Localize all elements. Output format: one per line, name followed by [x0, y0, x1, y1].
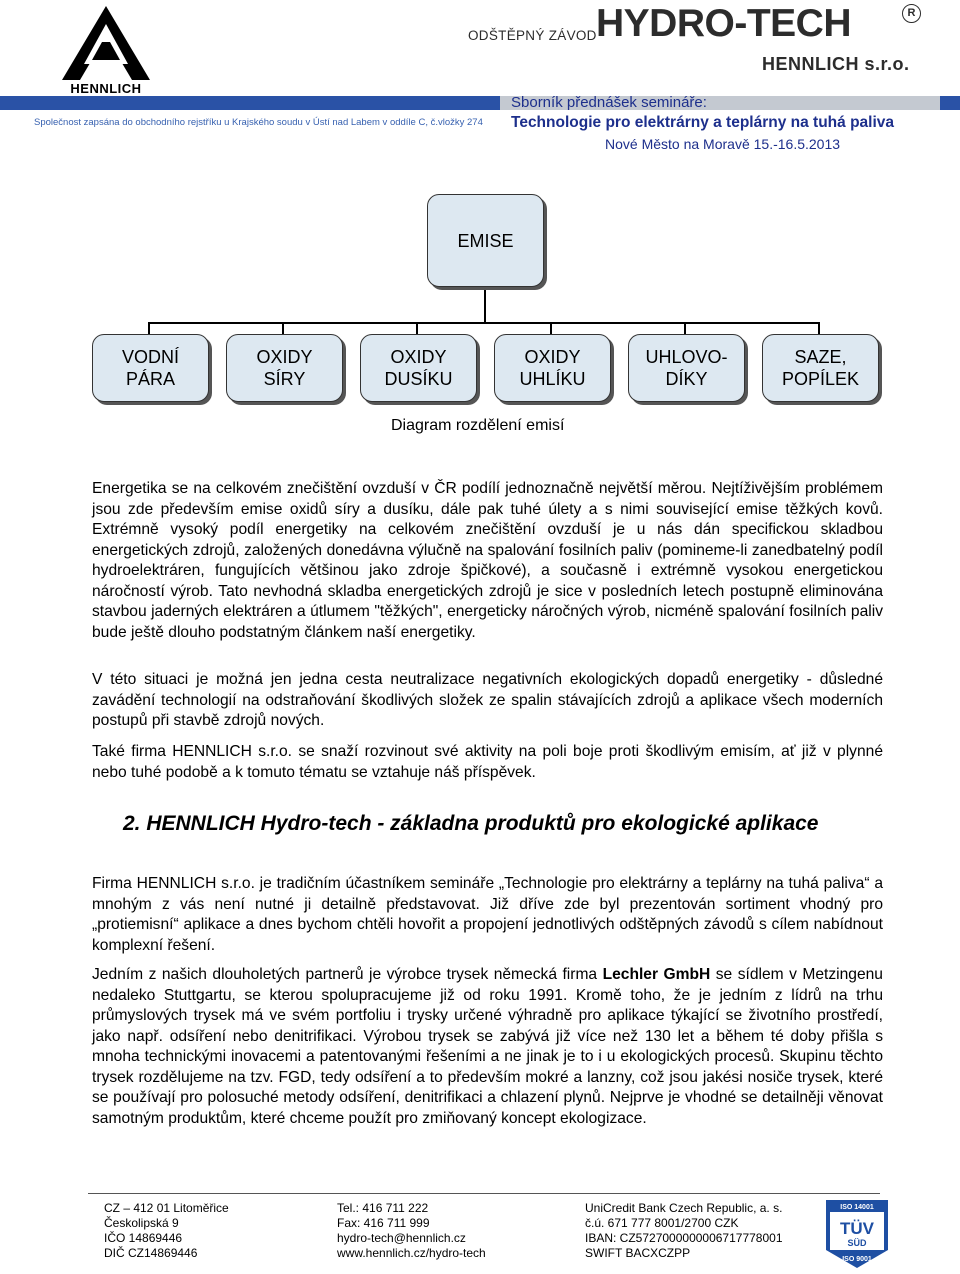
diagram-connector [148, 322, 820, 324]
footer-bank [585, 1201, 783, 1261]
footer-fax: Fax: 416 711 999 [337, 1216, 430, 1230]
cert-iso-14001: ISO 14001 [840, 1204, 874, 1211]
cert-tuv: TÜV [840, 1219, 874, 1238]
footer-address-line: DIČ CZ14869446 [104, 1246, 198, 1260]
lechler-name: Lechler GmbH [602, 966, 711, 983]
diagram-box-label: PÁRA [125, 369, 175, 389]
footer-phone: Tel.: 416 711 222 [337, 1201, 429, 1215]
diagram-box-label: OXIDY [256, 347, 313, 367]
diagram-root-label: EMISE [457, 230, 514, 251]
proceedings-place-date: Nové Město na Moravě 15.-16.5.2013 [605, 136, 841, 152]
diagram-connector [416, 322, 418, 334]
diagram-connector [550, 322, 552, 334]
footer-bank-line: UniCredit Bank Czech Republic, a. s. [585, 1201, 783, 1215]
diagram-connector [484, 285, 486, 323]
diagram-box-label: OXIDY [524, 347, 581, 367]
footer-website[interactable]: www.hennlich.cz/hydro-tech [337, 1246, 486, 1260]
diagram-connector [818, 322, 820, 334]
company-name: HENNLICH s.r.o. [762, 54, 910, 74]
diagram-box-label: POPÍLEK [781, 369, 860, 389]
paragraph-lechler [92, 965, 883, 1129]
cert-iso-9001: ISO 9001 [842, 1256, 872, 1263]
diagram-box-saze-popilek [762, 334, 879, 402]
diagram-box-label: SÍRY [263, 369, 306, 389]
footer-bank-line: SWIFT BACXCZPP [585, 1246, 691, 1260]
registration-text: Společnost zapsána do obchodního rejstříku u Krajského soudu v Ústí nad Labem v oddíle C, č.vložky 274 [34, 117, 483, 128]
footer-bank-line: IBAN: CZ5727000000006717778001 [585, 1231, 783, 1245]
diagram-box-oxidy-siry [226, 334, 343, 402]
lechler-text-before: Jedním z našich dlouholetých partnerů je výrobce trysek německá firma [92, 966, 603, 983]
diagram-box-vodni-para [92, 334, 209, 402]
paragraph-situace: V této situaci je možná jen jedna cesta neutralizace negativních ekologických dopadů energetiky - důsledné zavádění technologií na odstraňování škodlivých složek ze spalin stávajících zdrojů a aplikace všech moderních postupů při stavbě zdrojů nových. [92, 671, 883, 729]
diagram-box-label: OXIDY [390, 347, 447, 367]
diagram-box-label: VODNÍ [121, 347, 179, 367]
header-bar [0, 96, 960, 110]
cert-sud: SÜD [847, 1238, 867, 1248]
diagram-connector [148, 322, 150, 334]
lechler-text-after: se sídlem v Metzingenu nedaleko Stuttgartu, se kterou spolupracujeme již od roku 1991. Kromě toho, že je jedním z lídrů na trhu průmyslových trysek má ve svém portfoliu i trysky určené výhradně pro aplikace týkající se životního prostředí, jako např. odsíření nebo denitrifikaci. Výrobou trysek se zabývá již více než 130 let a během té doby přišla s mnoha technickými inovacemi a patentovanými řešeními a ne jinak je to i u ekologických procesů. Skupinu těchto trysek rozdělujeme na tzv. FGD, tedy odsíření a to především mokré a lanzny, což jsou jakési nosiče trysek, které se používají pro polosuché metody odsíření, denitrifikaci a chlazení plynů. Nejprve je vhodné se detailněji věnovat samotným produktům, které chceme použít pro zmiňovaný koncept ekologizace. [92, 966, 883, 1127]
logo-text: HENNLICH [70, 81, 142, 96]
diagram-connector [684, 322, 686, 334]
proceedings-title: Sborník přednášek semináře: [511, 94, 707, 111]
diagram-box-uhlovodiky [628, 334, 745, 402]
section-heading: 2. HENNLICH Hydro-tech - základna produktů pro ekologické aplikace [123, 812, 819, 835]
footer-address-line: IČO 14869446 [104, 1231, 183, 1245]
diagram-box-label: UHLOVO- [645, 347, 728, 367]
diagram-connector [282, 322, 284, 334]
tuv-certification-icon [818, 1198, 896, 1270]
diagram-box-label: SAZE, [794, 347, 847, 367]
footer-address-line: Českolipská 9 [104, 1216, 179, 1230]
diagram-root-emise [427, 194, 544, 287]
paragraph-energetika: Energetika se na celkovém znečištění ovzduší v ČR podílí jednoznačně největší měrou. Nejtíživějším problémem jsou zde především emise oxidů síry a dusíku, dále pak tuhé úlety a s nimi související emise těžkých kovů. Extrémně vysoký podíl energetiky na celkovém znečištění ovzduší je u nás dán specifickou skladbou energetických zdrojů, založených donedávna výlučně na spalování fosilních paliv (pomineme-li zanedbatelný podíl hydroelektráren, fungujících většinou jako zdroje špičkové), a současně i extrémně vysokou energetickou náročností výrob. Tato nevhodná skladba energetických zdrojů je sice v posledních letech postupně eliminována stavbou jaderných elektráren a útlumem "těžkých", energeticky náročných výrob, nicméně spalování fosilních paliv bude ještě dlouho podstatným článkem naší energetiky. [92, 480, 883, 641]
diagram-caption: Diagram rozdělení emisí [391, 417, 565, 434]
diagram-box-label: DÍKY [665, 369, 708, 389]
proceedings-seminar: Technologie pro elektrárny a teplárny na tuhá paliva [511, 114, 895, 131]
footer-bank-line: č.ú. 671 777 8001/2700 CZK [585, 1216, 739, 1230]
paragraph-seminar: Firma HENNLICH s.r.o. je tradičním účastníkem semináře „Technologie pro elektrárny a teplárny na tuhá paliva“ a mnohým z vás není nutné ji detailně představovat. Již dříve zde byl prezentován sortiment vhodný pro „protiemisní“ aplikace a dnes bychom chtěli hovořit a propojení jednotlivých odštěpných závodů s cílem nabídnout komplexní řešení. [92, 875, 883, 954]
hydro-tech-logo: HYDRO-TECH [596, 2, 851, 45]
footer-address-line: CZ – 412 01 Litoměřice [104, 1201, 229, 1215]
paragraph-firma-aktivity: Také firma HENNLICH s.r.o. se snaží rozvinout své aktivity na poli boje proti škodlivým emisím, ať již v plynné nebo tuhé podobě a k tomuto tématu se vztahuje náš příspěvek. [92, 743, 883, 781]
diagram-box-label: DUSÍKU [384, 369, 453, 389]
footer-contacts [337, 1201, 486, 1261]
diagram-box-oxidy-dusiku [360, 334, 477, 402]
diagram-box-oxidy-uhliku [494, 334, 611, 402]
footer-divider [88, 1193, 880, 1194]
footer-email[interactable]: hydro-tech@hennlich.cz [337, 1231, 466, 1245]
footer-address [104, 1201, 229, 1261]
registered-mark-icon: R [902, 4, 921, 23]
diagram-box-label: UHLÍKU [519, 369, 586, 389]
branch-label: ODŠTĚPNÝ ZÁVOD [468, 28, 597, 43]
